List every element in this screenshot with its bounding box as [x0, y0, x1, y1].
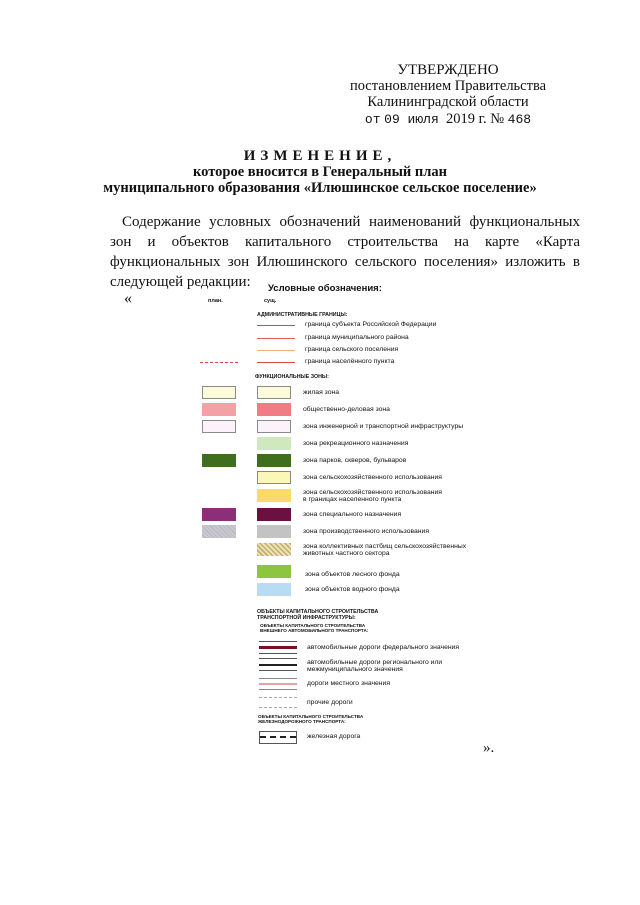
zone-swatch: [257, 386, 291, 399]
quote-close: ».: [483, 740, 495, 756]
boundary-line-rural: [257, 350, 295, 351]
number-sign: №: [490, 111, 505, 127]
approval-date-line: [328, 111, 568, 128]
zone-swatch-hatched: [257, 543, 291, 556]
zone-swatch-planned: [202, 454, 236, 467]
boundary-line-district: [257, 338, 295, 339]
zone-swatch: [257, 565, 291, 578]
zone-label: зона рекреационного назначения: [303, 440, 409, 447]
road-symbol-other: [259, 697, 297, 708]
zone-swatch-planned: [202, 525, 236, 538]
zone-label: зона сельскохозяйственного использования: [303, 489, 442, 496]
boundary-label: граница сельского поселения: [305, 346, 399, 353]
zone-label: зона объектов лесного фонда: [305, 571, 400, 578]
zone-swatch: [257, 583, 291, 596]
zone-swatch: [257, 403, 291, 416]
auto-header-2: ВНЕШНЕГО АВТОМОБИЛЬНОГО ТРАНСПОРТА:: [260, 628, 369, 633]
boundary-line-subject: [257, 325, 295, 326]
quote-open: «: [124, 290, 132, 307]
approval-line-1: постановлением Правительства: [349, 78, 547, 94]
boundary-line-settlement: [257, 362, 295, 363]
rail-header-2: ЖЕЛЕЗНОДОРОЖНОГО ТРАНСПОРТА:: [258, 719, 346, 724]
capital-header-2: ТРАНСПОРТНОЙ ИНФРАСТРУКТУРЫ:: [257, 615, 356, 621]
boundary-label: граница муниципального района: [305, 334, 409, 341]
document-number: 468: [507, 112, 532, 127]
zone-label-2: в границах населенного пункта: [303, 496, 402, 503]
zone-swatch: [257, 420, 291, 433]
railway-label: железная дорога: [307, 733, 361, 740]
legend-title: Условные обозначения:: [268, 283, 382, 294]
zone-label: зона коллективных пастбищ сельскохозяйственных: [303, 543, 467, 550]
title-line-3: муниципального образования «Илюшинское сельское поселение»: [103, 180, 537, 196]
boundary-label: граница населённого пункта: [305, 358, 395, 365]
zone-label: жилая зона: [303, 389, 340, 396]
rail-header-1: ОБЪЕКТЫ КАПИТАЛЬНОГО СТРОИТЕЛЬСТВА: [258, 714, 364, 719]
road-symbol-regional: [259, 658, 297, 671]
functional-zones-header: ФУНКЦИОНАЛЬНЫЕ ЗОНЫ:: [255, 374, 329, 380]
auto-header-1: ОБЪЕКТЫ КАПИТАЛЬНОГО СТРОИТЕЛЬСТВА: [260, 623, 366, 628]
road-symbol-federal: [259, 641, 297, 654]
road-label-2: межмуниципального значения: [307, 666, 403, 673]
railway-symbol: [259, 731, 297, 744]
road-symbol-local: [259, 678, 297, 690]
column-existing-label: сущ.: [264, 298, 277, 304]
body-paragraph: [110, 212, 580, 292]
zone-swatch: [257, 454, 291, 467]
zone-swatch: [257, 525, 291, 538]
zone-swatch-planned: [202, 420, 236, 433]
zone-label: зона специального назначения: [303, 511, 402, 518]
approval-block: [328, 62, 568, 128]
zone-swatch: [257, 489, 291, 502]
document-title: [80, 148, 560, 196]
zone-swatch: [257, 471, 291, 484]
zone-label: общественно-деловая зона: [303, 406, 390, 413]
date-year: 2019 г.: [446, 111, 487, 127]
zone-label: зона сельскохозяйственного использования: [303, 474, 442, 481]
boundary-label: граница субъекта Российской Федерации: [305, 321, 437, 328]
admin-boundaries-header: АДМИНИСТРАТИВНЫЕ ГРАНИЦЫ:: [257, 312, 348, 318]
capital-header-1: ОБЪЕКТЫ КАПИТАЛЬНОГО СТРОИТЕЛЬСТВА: [257, 609, 379, 615]
zone-label: зона производственного использования: [303, 528, 430, 535]
approval-line-2: Калининградской области: [367, 94, 529, 110]
zone-swatch: [257, 437, 291, 450]
road-label: дороги местного значения: [307, 680, 391, 687]
road-label: автомобильные дороги регионального или: [307, 659, 443, 666]
zone-label: зона объектов водного фонда: [305, 586, 400, 593]
zone-label: зона инженерной и транспортной инфраструктуры: [303, 423, 464, 430]
column-planned-label: план.: [208, 298, 223, 304]
road-label: прочие дороги: [307, 699, 353, 706]
title-line-2: которое вносится в Генеральный план: [192, 164, 447, 180]
approved-heading: УТВЕРЖДЕНО: [397, 62, 499, 78]
zone-swatch-planned: [202, 386, 236, 399]
boundary-line-settlement-planned: [200, 362, 238, 363]
road-label: автомобильные дороги федерального значения: [307, 644, 460, 651]
title-heading: ИЗМЕНЕНИЕ,: [243, 148, 397, 164]
zone-swatch-planned: [202, 508, 236, 521]
zone-label-2: животных частного сектора: [303, 550, 390, 557]
zone-label: зона парков, скверов, бульваров: [303, 457, 407, 464]
date-value: 09 июля: [384, 112, 439, 127]
date-prefix: от: [364, 112, 381, 127]
zone-swatch-planned: [202, 403, 236, 416]
paragraph-text: Содержание условных обозначений наименований функциональных зон и объектов капитального строительства на карте «Карта функциональных зон Илюшинского сельского поселения» изложить в следующей редакции:: [110, 214, 580, 290]
zone-swatch: [257, 508, 291, 521]
